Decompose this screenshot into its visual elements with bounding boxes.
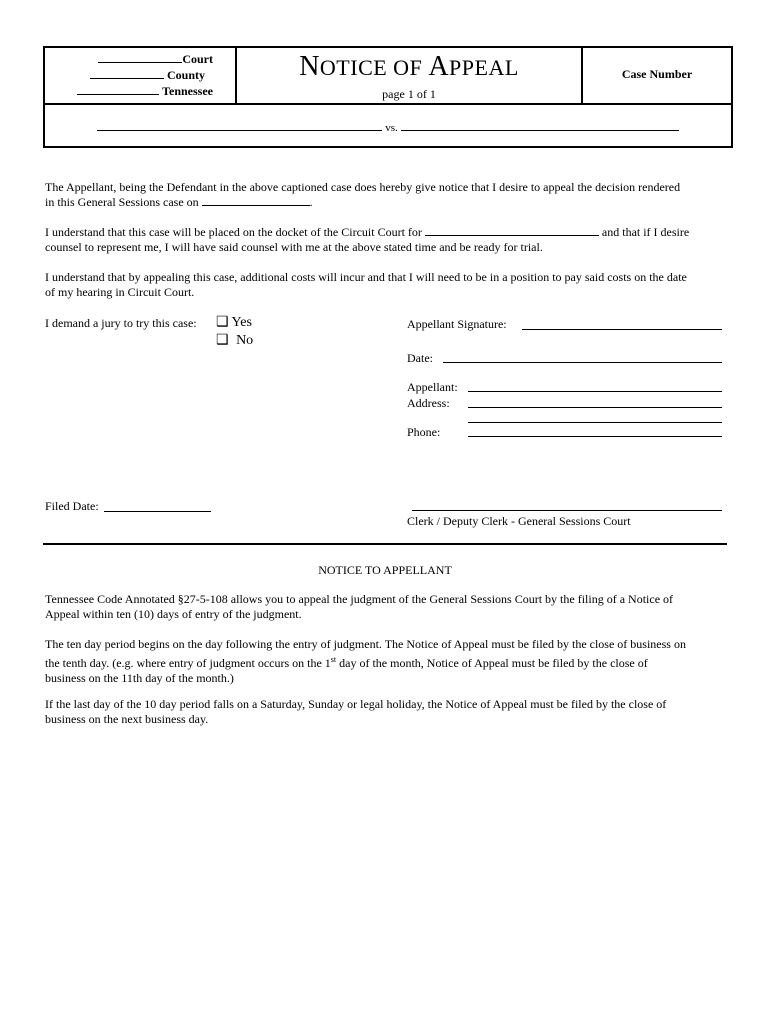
checkbox-icon[interactable]: ❑: [216, 333, 229, 348]
jury-no-label: No: [236, 333, 254, 348]
decision-date-blank[interactable]: [202, 205, 310, 206]
jury-yes-option[interactable]: [216, 314, 252, 331]
appellant-line[interactable]: [468, 391, 722, 392]
page-indicator: page 1 of 1: [382, 87, 436, 101]
checkbox-icon[interactable]: ❑: [216, 315, 229, 330]
filed-date-line[interactable]: [104, 511, 211, 512]
notice-heading: NOTICE TO APPELLANT: [318, 563, 452, 577]
notice-paragraph-1: Tennessee Code Annotated §27-5-108 allows you to appeal the judgment of the General Sessions Court by the filing of a Notice of Appeal within ten (10) days of entry of the judgment.: [45, 592, 674, 621]
phone-label: Phone:: [407, 425, 441, 439]
title-block: [237, 48, 581, 103]
appellant-label: Appellant:: [407, 380, 458, 394]
court-block: [45, 48, 237, 103]
address-label: Address:: [407, 396, 450, 410]
costs-statement: I understand that by appealing this case, additional costs will incur and that I will need to be in a position to pay said costs on the date of my hearing in Circuit Court.: [45, 270, 687, 299]
docket-statement: I understand that this case will be placed on the docket of the Circuit Court for and that if I desire counsel to represent me, I will have said counsel with me at the above stated time and be ready for trial.: [45, 225, 690, 254]
case-caption-box: [43, 46, 733, 148]
section-divider: [43, 543, 727, 545]
address-line-1[interactable]: [468, 407, 722, 408]
notice-paragraph-3: If the last day of the 10 day period falls on a Saturday, Sunday or legal holiday, the Notice of Appeal must be filed by the close of business on the next business day.: [45, 697, 667, 726]
filed-date-label: Filed Date:: [45, 499, 99, 513]
form-title: NOTICE OF APPEAL: [299, 51, 519, 82]
date-label: Date:: [407, 351, 433, 365]
jury-no-option[interactable]: [216, 332, 253, 349]
case-number-label: Case Number: [581, 48, 731, 103]
parties-row: [45, 103, 731, 146]
court-blank[interactable]: [98, 62, 182, 63]
date-line[interactable]: [443, 362, 722, 363]
circuit-court-blank[interactable]: [425, 235, 599, 236]
address-line-2[interactable]: [468, 422, 722, 423]
jury-yes-label: Yes: [231, 315, 252, 330]
county-label: County: [166, 68, 205, 82]
phone-line[interactable]: [468, 436, 722, 437]
court-label: Court: [182, 52, 213, 66]
vs-label: vs.: [385, 122, 398, 134]
signature-label: Appellant Signature:: [407, 317, 507, 331]
defendant-blank[interactable]: [401, 130, 679, 131]
clerk-label: Clerk / Deputy Clerk - General Sessions Court: [407, 514, 631, 528]
county-blank[interactable]: [90, 78, 164, 79]
appeal-statement: The Appellant, being the Defendant in the above captioned case does hereby give notice that I desire to appeal the decision rendered in this General Sessions case on .: [45, 180, 681, 209]
signature-line[interactable]: [522, 329, 722, 330]
jury-label: I demand a jury to try this case:: [45, 316, 197, 330]
clerk-signature-line[interactable]: [412, 510, 722, 511]
state-label: Tennessee: [162, 84, 213, 98]
plaintiff-blank[interactable]: [97, 130, 382, 131]
notice-paragraph-2: The ten day period begins on the day following the entry of judgment. The Notice of Appeal must be filed by the close of business on the tenth day. (e.g. where entry of judgment occurs on the 1st day of the month, Notice of Appeal must be filed by the close of business on the 11th day of the month.): [45, 637, 686, 685]
state-blank[interactable]: [77, 94, 159, 95]
